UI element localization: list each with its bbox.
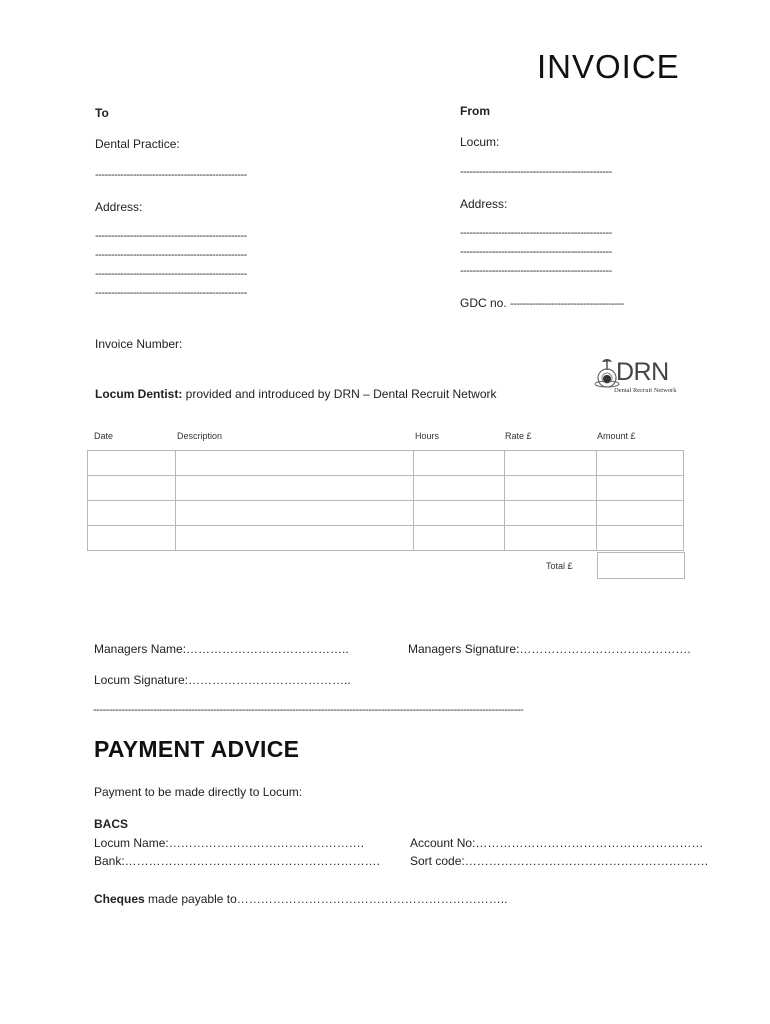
locum-label: Locum: [460,135,500,149]
managers-signature-field[interactable]: Managers Signature:……………………………………. [408,642,691,656]
cheques-text: made payable to………………………………………………………….. [144,892,508,906]
to-address-line-3[interactable]: ------------------------------------------------ [95,268,247,280]
gdc-row [460,296,624,310]
from-address-line-3[interactable]: ------------------------------------------------ [460,265,612,277]
hours-cell[interactable] [414,451,505,476]
description-cell[interactable] [175,476,414,501]
to-label: To [95,106,109,120]
table-row [88,526,684,551]
cut-line-divider: ---------------------------------------------------------------------------------------------------------------------------------------- [93,704,524,716]
table-row [88,476,684,501]
sort-code-field[interactable]: Sort code:……………………………………………………. [410,854,709,868]
column-header-hours: Hours [415,431,440,441]
column-header-rate: Rate £ [505,431,532,441]
managers-name-field[interactable]: Managers Name:………………………………….. [94,642,349,656]
drn-logo-caption: Dental Recruit Network [614,387,677,394]
cheques-line[interactable] [94,892,507,906]
rate-cell[interactable] [505,501,597,526]
to-address-line-1[interactable]: ------------------------------------------------ [95,230,247,242]
drn-logo [590,356,676,400]
to-address-label: Address: [95,200,143,214]
table-row [88,451,684,476]
cheques-label: Cheques [94,892,145,906]
from-label: From [460,104,490,118]
bank-field[interactable]: Bank:………………………………………………………. [94,854,381,868]
locum-signature-field[interactable]: Locum Signature:………………………………….. [94,673,351,687]
hours-cell[interactable] [414,476,505,501]
dental-practice-line[interactable]: ------------------------------------------------ [95,169,247,181]
invoice-title: INVOICE [537,48,680,85]
locum-line[interactable]: ------------------------------------------------ [460,166,612,178]
drn-logo-letters: DRN [616,358,669,386]
gdc-label: GDC no. [460,296,507,310]
invoice-number-label: Invoice Number: [95,337,183,351]
date-cell[interactable] [88,451,176,476]
column-header-date: Date [94,431,114,441]
amount-cell[interactable] [597,476,684,501]
description-cell[interactable] [175,451,414,476]
hours-cell[interactable] [414,501,505,526]
date-cell[interactable] [88,501,176,526]
amount-cell[interactable] [597,501,684,526]
total-cell[interactable] [597,552,685,579]
dental-practice-label: Dental Practice: [95,137,180,151]
column-header-description: Description [177,431,223,441]
from-address-line-2[interactable]: ------------------------------------------------ [460,246,612,258]
locum-dentist-line [95,387,497,401]
bacs-label: BACS [94,817,129,831]
date-cell[interactable] [88,526,176,551]
locum-dentist-text: provided and introduced by DRN – Dental Recruit Network [182,387,497,401]
amount-cell[interactable] [597,451,684,476]
rate-cell[interactable] [505,526,597,551]
rate-cell[interactable] [505,476,597,501]
account-no-field[interactable]: Account No:………………………………………………… [410,836,704,850]
total-label: Total £ [546,561,573,571]
to-address-line-2[interactable]: ------------------------------------------------ [95,249,247,261]
locum-name-field[interactable]: Locum Name:…………………………………………. [94,836,365,850]
table-row [88,501,684,526]
invoice-table [87,450,684,551]
rate-cell[interactable] [505,451,597,476]
from-address-line-1[interactable]: ------------------------------------------------ [460,227,612,239]
date-cell[interactable] [88,476,176,501]
description-cell[interactable] [175,526,414,551]
payment-direct-text: Payment to be made directly to Locum: [94,785,303,799]
hours-cell[interactable] [414,526,505,551]
from-address-label: Address: [460,197,508,211]
gdc-line[interactable]: ------------------------------------ [510,298,624,310]
payment-advice-title: PAYMENT ADVICE [94,736,300,762]
amount-cell[interactable] [597,526,684,551]
description-cell[interactable] [175,501,414,526]
to-address-line-4[interactable]: ------------------------------------------------ [95,287,247,299]
locum-dentist-label: Locum Dentist: [95,387,183,401]
column-header-amount: Amount £ [597,431,636,441]
